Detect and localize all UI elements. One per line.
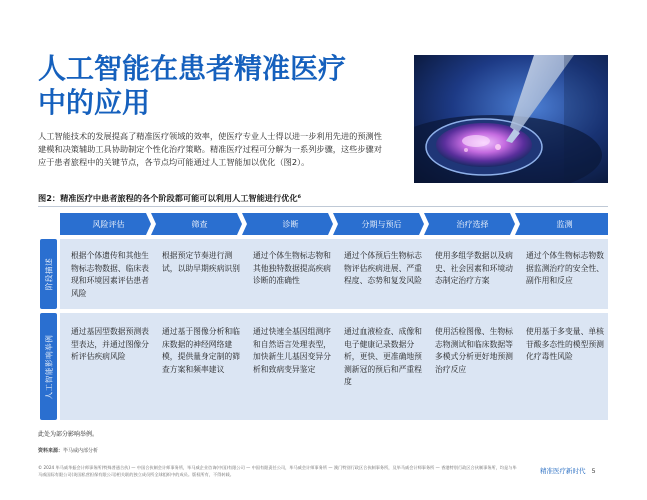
description-cell-2: 根据预定节奏进行测试，以助早期疾病识别 bbox=[162, 251, 240, 273]
title-line-2: 中的应用 bbox=[38, 86, 151, 119]
row-label-ai-impact: 人工智能影响举例 bbox=[40, 313, 57, 420]
figure-title: 图2：精准医疗中患者旅程的各个阶段都可能可以利用人工智能进行优化⁶ bbox=[38, 193, 302, 203]
description-cell-4: 通过个体预后生物标志物评估疾病进展、严重程度、态势和复发风险 bbox=[344, 251, 422, 285]
page-footer bbox=[540, 466, 596, 475]
impact-cell-4: 通过血液检查、成像和电子健康记录数据分析，更快、更准确地预测新冠的预后和严重程度 bbox=[344, 327, 422, 386]
intro-paragraph: 人工智能技术的发展提高了精准医疗领域的效率，使医疗专业人士得以进一步利用先进的预测性建模和决策辅助工具协助制定个性化治疗策略。精准医疗过程可分解为一系列步骤，这些步骤对应于患者旅程中的关键节点，各节点均可能通过人工智能加以优化（图2）。 bbox=[38, 131, 382, 167]
source-label: 资料来源： bbox=[38, 448, 64, 454]
copyright-fine-print: © 2024 毕马威华振会计师事务所(特殊普通合伙) — 中国合伙制会计师事务所，毕马威企业咨询(中国)有限公司 — 中国有限责任公司，毕马威会计师事务所 — 澳门特别行政区合伙制事务所，及毕马威会计师事务所 — 香港特别行政区合伙制事务所，均是与毕马威国际有限公司(英国私营担保有限公司)相关联的独立成员所全球组织中的成员。版权所有，不得转载。 bbox=[38, 465, 517, 477]
figure-note: 此处为部分影响举例。 bbox=[38, 431, 99, 438]
impact-cell-5: 使用活检图像、生物标志物测试和临床数据等多模式分析更好地预测治疗反应 bbox=[435, 327, 513, 374]
stage-monitoring: 监测 bbox=[556, 219, 573, 229]
stage-staging-prognosis: 分期与预后 bbox=[361, 219, 402, 229]
impact-cell-6: 使用基于多变量、单核苷酸多态性的模型预测化疗毒性风险 bbox=[526, 327, 604, 361]
title-line-1: 人工智能在患者精准医疗 bbox=[38, 52, 347, 85]
impact-cell-3: 通过快速全基因组测序和自然语言处理表型，加快新生儿基因变异分析和致病变异鉴定 bbox=[253, 327, 331, 374]
stage-screening: 筛查 bbox=[191, 219, 208, 229]
source-text: 毕马威内部分析 bbox=[63, 448, 99, 454]
row-label-stage-description: 阶段描述 bbox=[40, 239, 57, 309]
petri-dish-illustration bbox=[414, 55, 608, 183]
impact-cell-1: 通过基因型数据预测表型表达，并通过图像分析评估疾病风险 bbox=[71, 327, 149, 361]
description-cell-1: 根据个体遗传和其他生物标志物数据、临床表现和环境因素评估患者风险 bbox=[71, 251, 149, 298]
description-cell-3: 通过个体生物标志物和其他独特数据提高疾病诊断的准确性 bbox=[253, 251, 331, 285]
footer-title: 精准医疗新时代 bbox=[540, 467, 586, 475]
stage-treatment-selection: 治疗选择 bbox=[456, 219, 489, 229]
page-number: 5 bbox=[591, 467, 596, 475]
divider bbox=[38, 206, 608, 207]
description-cell-6: 通过个体生物标志物数据监测治疗的安全性、副作用和反应 bbox=[526, 251, 604, 285]
page-title bbox=[38, 52, 378, 120]
description-cell-5: 使用多组学数据以及病史、社会因素和环境动态制定治疗方案 bbox=[435, 251, 513, 285]
stage-diagnosis: 诊断 bbox=[282, 219, 299, 229]
source-line bbox=[38, 447, 98, 454]
lab-petri-dish-photo bbox=[414, 55, 608, 183]
stage-risk-assessment: 风险评估 bbox=[92, 219, 125, 229]
impact-cell-2: 通过基于图像分析和临床数据的神经网络建模，提供量身定制的筛查方案和频率建议 bbox=[162, 327, 240, 374]
